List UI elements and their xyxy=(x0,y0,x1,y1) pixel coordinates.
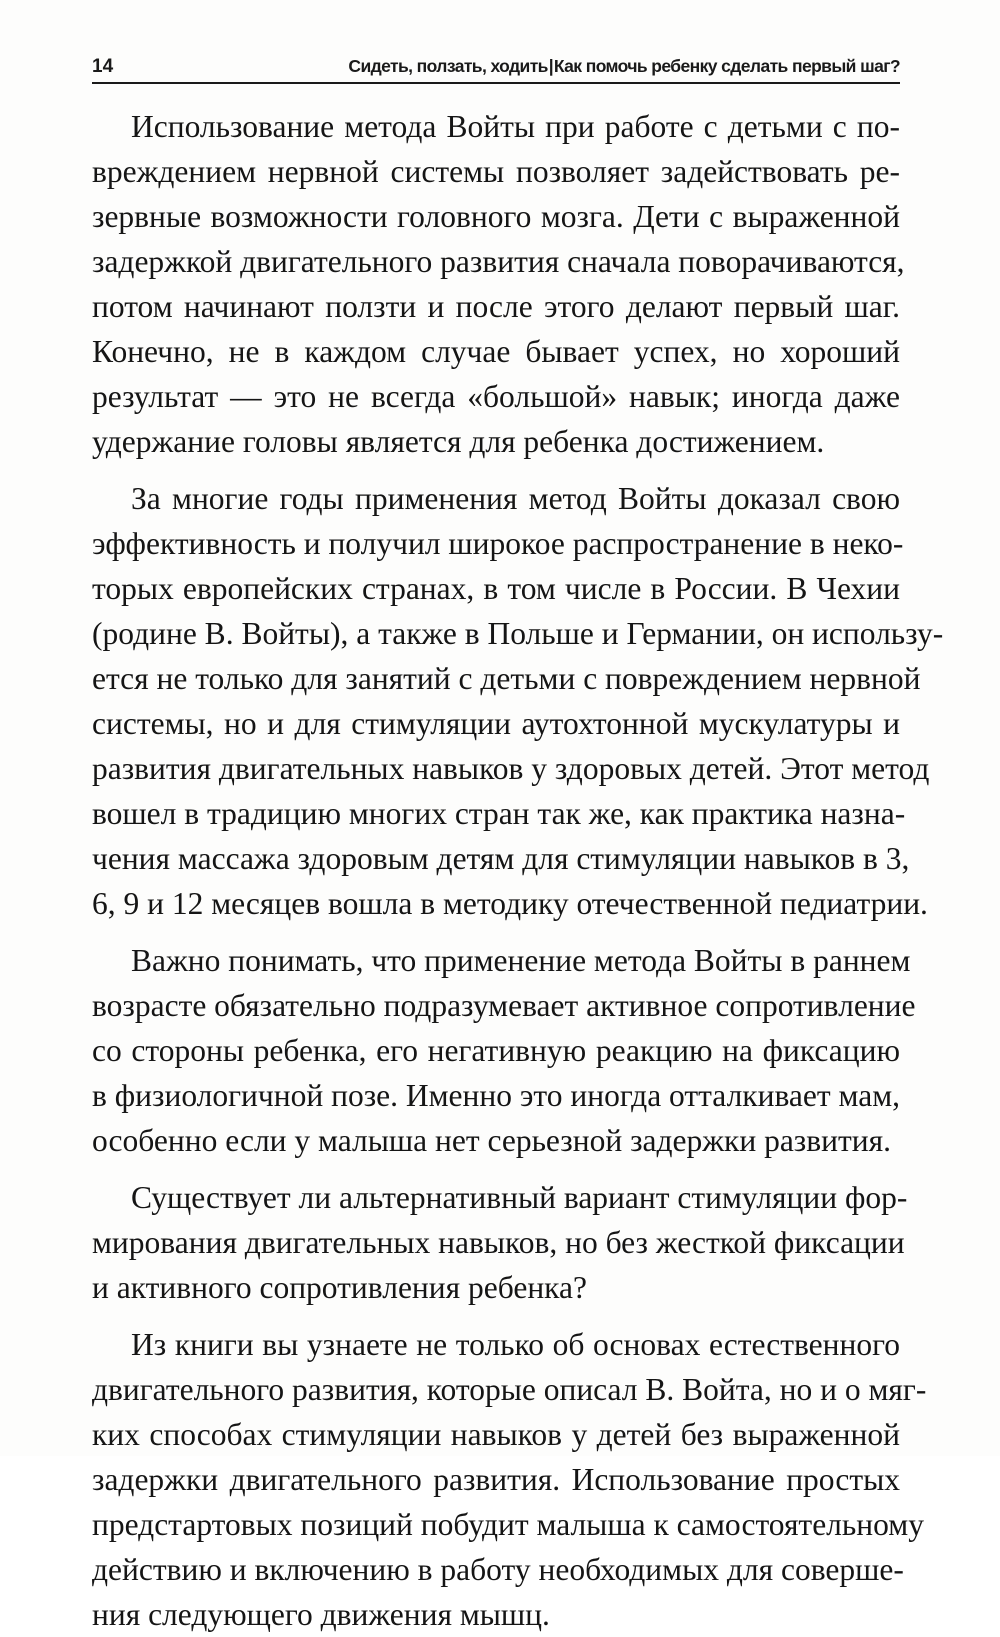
text-line: За многие годы применения метод Войты доказал свою xyxy=(131,481,900,516)
paragraph xyxy=(92,476,944,926)
text-line: (родине В. Войты), а также в Польше и Германии, он использу- xyxy=(92,616,944,651)
running-title-right: Как помочь ребенку сделать первый шаг? xyxy=(553,56,900,76)
text-line: результат — это не всегда «большой» навык; иногда даже xyxy=(92,379,900,414)
page-header xyxy=(92,52,900,84)
text-line: Из книги вы узнаете не только об основах естественного xyxy=(131,1327,900,1362)
text-line: чения массажа здоровым детям для стимуляции навыков в 3, xyxy=(92,841,910,876)
text-line: Использование метода Войты при работе с детьми с по- xyxy=(131,109,900,144)
text-line: двигательного развития, которые описал В. Войта, но и о мяг- xyxy=(92,1372,927,1407)
text-line: задержки двигательного развития. Использование простых xyxy=(92,1462,900,1497)
text-line: действию и включению в работу необходимых для соверше- xyxy=(92,1552,904,1587)
running-title xyxy=(348,56,900,77)
text-line: системы, но и для стимуляции аутохтонной мускулатуры и xyxy=(92,706,900,741)
text-line: зервные возможности головного мозга. Дети с выраженной xyxy=(92,199,900,234)
paragraph xyxy=(92,104,905,464)
text-line: возрасте обязательно подразумевает активное сопротивление xyxy=(92,988,916,1023)
running-title-separator: | xyxy=(548,56,553,76)
text-line: особенно если у малыша нет серьезной задержки развития. xyxy=(92,1123,891,1158)
text-line: эффективность и получил широкое распространение в неко- xyxy=(92,526,904,561)
body-text xyxy=(92,104,944,1637)
text-line: развития двигательных навыков у здоровых детей. Этот метод xyxy=(92,751,930,786)
text-line: вошел в традицию многих стран так же, как практика назна- xyxy=(92,796,906,831)
text-line: ется не только для занятий с детьми с повреждением нервной xyxy=(92,661,921,696)
running-title-left: Сидеть, ползать, ходить xyxy=(348,56,548,76)
text-line: потом начинают ползти и после этого делают первый шаг. xyxy=(92,289,900,324)
text-line: торых европейских странах, в том числе в России. В Чехии xyxy=(92,571,900,606)
text-line: и активного сопротивления ребенка? xyxy=(92,1270,587,1305)
text-line: удержание головы является для ребенка достижением. xyxy=(92,424,825,459)
text-line: 6, 9 и 12 месяцев вошла в методику отечественной педиатрии. xyxy=(92,886,928,921)
text-line: в физиологичной позе. Именно это иногда отталкивает мам, xyxy=(92,1078,901,1113)
page-number: 14 xyxy=(92,56,114,77)
text-line: вреждением нервной системы позволяет задействовать ре- xyxy=(92,154,900,189)
text-line: Конечно, не в каждом случае бывает успех, но хороший xyxy=(92,334,900,369)
text-line: мирования двигательных навыков, но без жесткой фиксации xyxy=(92,1225,905,1260)
text-line: ких способах стимуляции навыков у детей без выраженной xyxy=(92,1417,900,1452)
text-line: ния следующего движения мышц. xyxy=(92,1597,550,1632)
paragraph xyxy=(92,1322,927,1637)
text-line: задержкой двигательного развития сначала поворачиваются, xyxy=(92,244,905,279)
paragraph xyxy=(92,938,916,1163)
text-line: Важно понимать, что применение метода Войты в раннем xyxy=(131,943,911,978)
paragraph xyxy=(92,1175,908,1310)
text-line: Существует ли альтернативный вариант стимуляции фор- xyxy=(131,1180,908,1215)
text-line: со стороны ребенка, его негативную реакцию на фиксацию xyxy=(92,1033,900,1068)
text-line: предстартовых позиций побудит малыша к самостоятельному xyxy=(92,1507,924,1542)
